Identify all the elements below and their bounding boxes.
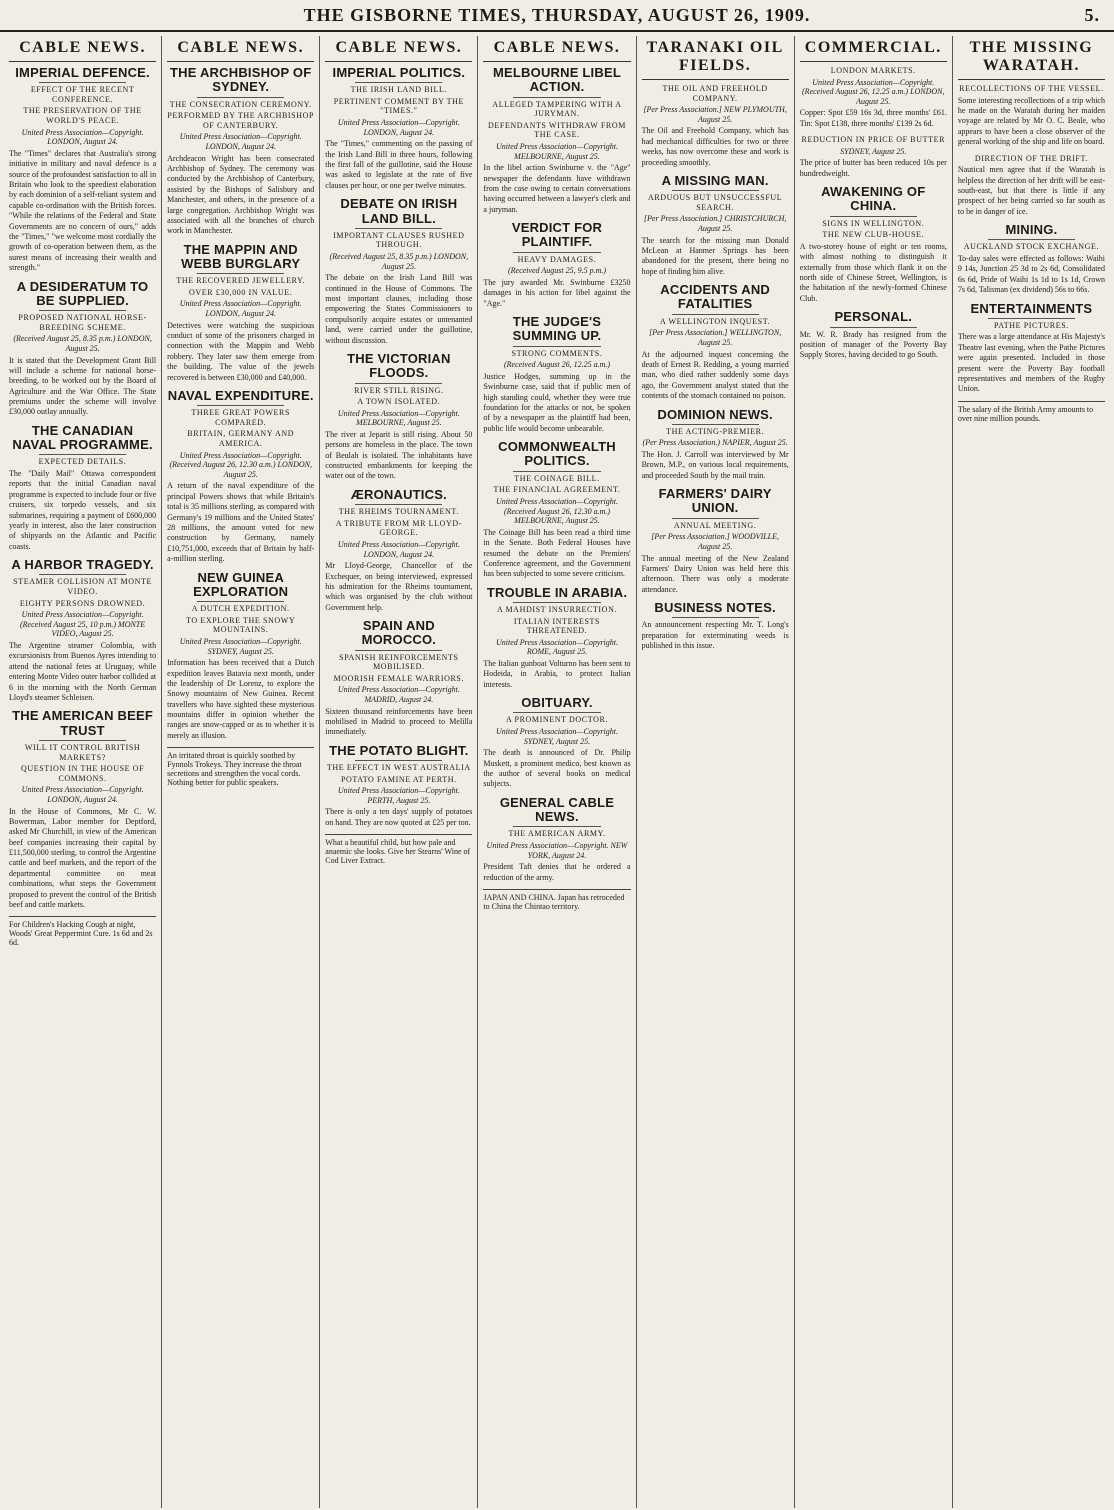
news-story — [167, 389, 314, 565]
headline-rule — [355, 228, 442, 229]
story-dateline: United Press Association—Copyright. (Received August 26, 12.25 a.m.) LONDON, August 25. — [802, 77, 945, 106]
story-headline: BUSINESS NOTES. — [654, 600, 776, 616]
story-body: Nautical men agree that if the Waratah is helpless the direction of her drift will be east-south-east, but that there is little if any prospect of her being carried so far south as to be in danger of ice. — [957, 165, 1105, 216]
news-column — [478, 36, 636, 1508]
column-header: CABLE NEWS. — [483, 36, 630, 62]
story-headline: THE POTATO BLIGHT. — [329, 742, 469, 758]
story-headline: GENERAL CABLE NEWS. — [499, 794, 615, 825]
story-subhead: THE ACTING-PREMIER. — [666, 426, 765, 436]
news-story — [958, 84, 1105, 148]
news-story — [167, 66, 314, 237]
headline-rule — [513, 97, 600, 98]
story-subhead: STEAMER COLLISION AT MONTE VIDEO. — [13, 577, 152, 597]
story-dateline: (Received August 25, 8.35 p.m.) LONDON, August 25. — [329, 252, 469, 271]
story-dateline: United Press Association—Copyright. LONDON, August 24. — [21, 127, 144, 147]
news-column — [953, 36, 1110, 1508]
story-subhead: QUESTION IN THE HOUSE OF COMMONS. — [21, 764, 145, 783]
news-story — [483, 796, 630, 883]
column-header: CABLE NEWS. — [167, 36, 314, 62]
news-story — [483, 221, 630, 309]
story-headline: TROUBLE IN ARABIA. — [486, 584, 628, 600]
news-story — [958, 154, 1105, 218]
story-subhead: BRITAIN, GERMANY AND AMERICA. — [187, 429, 295, 449]
story-subhead: MOORISH FEMALE WARRIORS. — [333, 673, 465, 683]
story-dateline: SYDNEY, August 25. — [840, 146, 907, 156]
news-story — [483, 66, 630, 215]
story-headline: IMPERIAL DEFENCE. — [15, 65, 150, 80]
news-story — [642, 487, 789, 595]
column-header: THE MISSING WARATAH. — [958, 36, 1105, 80]
story-body: The "Times," commenting on the passing of the Irish Land Bill in three hours, following the first fall of the guillotine, said the House was asked to legislate at the rate of five clauses per hour, or one per twelve minutes. — [325, 139, 473, 190]
page-number: 5. — [1084, 5, 1100, 25]
story-dateline: (Received August 26, 12.25 a.m.) — [503, 360, 611, 370]
story-headline: ACCIDENTS AND FATALITIES — [660, 282, 770, 312]
news-story — [325, 197, 472, 346]
story-dateline: United Press Association—Copyright. LONDON, August 24. — [337, 539, 460, 559]
story-body: The search for the missing man Donald McLean at Hanmer Springs has been abandoned for the present, there being no hope of finding him alive. — [641, 235, 789, 276]
headline-rule — [39, 574, 126, 575]
story-headline: THE AMERICAN BEEF TRUST — [12, 708, 153, 738]
story-subhead: PATHE PICTURES. — [993, 320, 1069, 330]
story-body: There was a large attendance at His Majesty's Theatre last evening, when the Pathe Pictures were again presented. Included in those present were the Poverty Bay football representatives and members of the Rugby Union. — [957, 332, 1105, 394]
headline-rule — [39, 740, 126, 741]
story-headline: NEW GUINEA EXPLORATION — [193, 569, 289, 599]
story-subhead: IMPORTANT CLAUSES RUSHED THROUGH. — [333, 230, 465, 250]
story-body: A two-storey house of eight or ten rooms, with almost nothing to distinguish it externally from those which flank it on the north side of Chinese Street, Wellington, is the habitation of the newly-formed Chinese Club. — [799, 241, 947, 303]
story-body: There is only a ten days' supply of potatoes on hand. They are now quoted at £25 per ton. — [325, 807, 473, 827]
headline-rule — [355, 650, 442, 651]
story-body: The jury awarded Mr. Swinburne £3250 damages in his action for libel against the "Age." — [483, 277, 631, 308]
story-headline: A MISSING MAN. — [661, 172, 769, 188]
news-story — [325, 744, 472, 828]
news-column — [4, 36, 162, 1508]
story-body: The Argentine steamer Colombia, with excursionists from Buenos Ayres intending to attend the national fetes at Uruguay, while entering Monte Video outer harbor collided at 6 in the morning with the North German Lloyd's steamer Schleisen. — [9, 641, 157, 702]
story-body: The "Daily Mail" Ottawa correspondent reports that the initial Canadian naval programme is expected to include four or five cruisers, six torpedo vessels, and six submarines, requiring a payment of £600,000 yearly in interest, also the later construction of shipyards on the Atlantic and Pacific coasts. — [9, 469, 157, 551]
story-subhead: PERTINENT COMMENT BY THE "TIMES." — [333, 96, 464, 116]
news-story — [325, 619, 472, 738]
story-body: President Taft denies that he ordered a reduction of the army. — [483, 862, 631, 882]
story-dateline: United Press Association—Copyright. (Received August 26, 12.30 a.m.) LONDON, August 25. — [169, 450, 312, 479]
story-headline: A HARBOR TRAGEDY. — [11, 557, 154, 573]
headline-rule — [672, 617, 759, 618]
column-footer-ad: What a beautiful child, but how pale and anaemic she looks. Give her Stearns' Wine of Cod Liver Extract. — [325, 834, 472, 865]
news-story — [325, 66, 472, 191]
story-body: Justice Hodges, summing up in the Swinburne case, said that if public men of high standing could, whether they were true foundation for the attacks or not, be spoken of by a newspaper as the plaintiff had been, public life would become unbearable. — [483, 371, 631, 433]
headline-rule — [39, 310, 126, 311]
news-story — [958, 302, 1105, 395]
headline-rule — [197, 601, 284, 602]
news-story — [9, 280, 156, 418]
headline-rule — [513, 712, 600, 713]
column-footer-ad: JAPAN AND CHINA. Japan has retroceded to China the Chintao territory. — [483, 889, 630, 911]
news-story — [800, 310, 947, 360]
story-body: To-day sales were effected as follows: Waihi 9 14s, Junction 25 3d to 2s 6d, Consolidated 6s 6d, Pride of Waihi 1s 1d to 1s 1d, Crown 7s 6d, Talisman (ex dividend) 56s to 66s. — [957, 253, 1105, 295]
headline-rule — [355, 82, 442, 83]
story-headline: AWAKENING OF CHINA. — [821, 184, 926, 214]
headline-rule — [197, 273, 284, 274]
story-body: The Oil and Freehold Company, which has had mechanical difficulties for two or three weeks, has now overcome these and work is proceeding smoothly. — [641, 126, 789, 167]
news-story — [483, 696, 630, 790]
story-body: Archdeacon Wright has been consecrated Archbishop of Sydney. The ceremony was conducted by the Archbishop of Canterbury, assisted by the Bishops of Salisbury and Manchester, and others, in the presence of a large congregation. Archbishop Wright was associated with all the branches of church work in Manchester. — [167, 153, 315, 236]
story-dateline: United Press Association—Copyright. MADRID, August 24. — [337, 685, 460, 705]
story-body: The annual meeting of the New Zealand Farmers' Dairy Union was held here this afternoon. There was only a moderate attendance. — [641, 553, 789, 594]
story-headline: MINING. — [1005, 222, 1058, 238]
news-column — [162, 36, 320, 1508]
story-headline: ENTERTAINMENTS — [970, 300, 1093, 316]
story-subhead: EFFECT OF THE RECENT CONFERENCE. — [30, 85, 135, 104]
story-headline: DOMINION NEWS. — [657, 406, 773, 422]
story-headline: VERDICT FOR PLAINTIFF. — [511, 220, 603, 250]
story-subhead: PROPOSED NATIONAL HORSE-BREEDING SCHEME. — [18, 313, 147, 332]
news-story — [483, 440, 630, 580]
headline-rule — [355, 383, 442, 384]
story-subhead: THE AMERICAN ARMY. — [508, 829, 606, 839]
story-subhead: RECOLLECTIONS OF THE VESSEL. — [959, 84, 1104, 93]
story-dateline: United Press Association—Copyright. LONDON, August 24. — [179, 132, 302, 151]
story-body: The river at Jeparit is still rising. About 50 persons are homeless in the place. The town of Beulah is isolated. The inhabitants have constructed embankments for keeping the water out of the town. — [325, 429, 473, 481]
columns — [0, 32, 1114, 1508]
story-body: Some interesting recollections of a trip which he made on the Waratah during her maiden voyage are related by Mr O. C. Beale, who appears to have been a close observer of the general working of the ship and life on board. — [957, 95, 1105, 147]
headline-rule — [513, 602, 600, 603]
story-body: The debate on the Irish Land Bill was continued in the House of Commons. The most important clauses, including those empowering the States Commissioners to compulsorily acquire estates or untenanted land, were carried under the guillotine, without discussion. — [325, 273, 473, 345]
story-headline: ÆRONAUTICS. — [350, 486, 447, 502]
story-dateline: [Per Press Association.] NEW PLYMOUTH, August 25. — [643, 105, 787, 124]
story-subhead: ARDUOUS BUT UNSUCCESSFUL SEARCH. — [647, 193, 783, 212]
story-headline: A DESIDERATUM TO BE SUPPLIED. — [16, 278, 149, 308]
story-subhead: WILL IT CONTROL BRITISH MARKETS? — [24, 742, 141, 762]
story-dateline: (Per Press Association.) NAPIER, August 25. — [642, 438, 788, 448]
column-header: CABLE NEWS. — [9, 36, 156, 62]
story-dateline: United Press Association—Copyright. MELBOURNE, August 25. — [337, 408, 460, 428]
story-dateline: United Press Association—Copyright. (Received August 25, 10 p.m.) MONTE VIDEO, August 25. — [19, 610, 146, 639]
news-story — [642, 84, 789, 168]
news-story — [800, 135, 947, 179]
news-story — [483, 315, 630, 434]
story-headline: THE MAPPIN AND WEBB BURGLARY — [181, 241, 301, 271]
masthead — [0, 0, 1114, 32]
story-subhead: A DUTCH EXPEDITION. — [191, 604, 290, 614]
story-subhead: OVER £30,000 IN VALUE. — [189, 287, 293, 297]
news-story — [642, 283, 789, 401]
story-headline: COMMONWEALTH POLITICS. — [498, 439, 616, 469]
story-subhead: PERFORMED BY THE ARCHBISHOP OF CANTERBURY. — [167, 111, 315, 130]
headline-rule — [39, 82, 126, 83]
news-story — [800, 66, 947, 129]
headline-rule — [830, 216, 917, 217]
headline-rule — [672, 314, 759, 315]
story-subhead: THE CONSECRATION CEREMONY. — [169, 99, 312, 109]
news-story — [167, 571, 314, 742]
story-subhead: EXPECTED DETAILS. — [38, 457, 127, 467]
headline-rule — [988, 239, 1075, 240]
story-dateline: United Press Association—Copyright. PERTH, August 25. — [337, 786, 460, 805]
story-body: A return of the naval expenditure of the principal Powers shows that while Britain's total is 35 millions sterling, as compared with Germany's 19 millions and the United States' 28 millions, the amount voted for new construction by Germany, namely £10,751,000, exceeds that of Britain by half-a-million sterling. — [167, 481, 315, 564]
story-body: The "Times" declares that Australia's strong initiative in military and naval defence is a source of the profoundest satisfaction to all in Britain who look to the speediest elaboration by each dominion of a self-reliant system and capable co-ordination with the British forces. "While the relations of the Federal and State Governments are no concern of ours," adds the "Times," "we welcome most cordially the growth of co-operation between them, as the surest means of increasing their wealth and strength." — [9, 148, 157, 273]
story-subhead: A PROMINENT DOCTOR. — [505, 715, 608, 725]
story-subhead: THE EFFECT IN WEST AUSTRALIA — [326, 763, 471, 773]
story-subhead: THE OIL AND FREEHOLD COMPANY. — [662, 84, 768, 103]
story-subhead: SPANISH REINFORCEMENTS MOBILISED. — [339, 652, 459, 672]
headline-rule — [197, 405, 284, 406]
headline-rule — [197, 97, 284, 98]
story-subhead: A TRIBUTE FROM MR LLOYD-GEORGE. — [335, 518, 462, 538]
story-body: The Italian gunboat Volturno has been sent to Hodeida, in Arabia, to protect Italian interests. — [483, 658, 631, 689]
column-footer-ad: For Children's Hacking Cough at night, Woods' Great Peppermint Cure. 1s 6d and 2s 6d. — [9, 916, 156, 947]
story-subhead: THE RHEIMS TOURNAMENT. — [338, 507, 459, 517]
story-headline: THE VICTORIAN FLOODS. — [347, 350, 451, 381]
story-body: In the libel action Swinburne v. the "Age" newspaper the defendants have withdrawn from the case owing to certain conversations having occurred between a lawyer's clerk and a juryman. — [483, 163, 631, 214]
story-headline: THE CANADIAN NAVAL PROGRAMME. — [12, 422, 153, 453]
news-story — [325, 352, 472, 482]
story-dateline: [Per Press Association.] CHRISTCHURCH, August 25. — [643, 214, 787, 234]
story-body: Detectives were watching the suspicious conduct of some of the prisoners charged in connection with the Mappin and Webb robbery. They later saw them emerge from the building. The value of the jewels recovered is between £30,000 and £40,000. — [167, 320, 315, 382]
news-story — [9, 424, 156, 552]
story-body: Mr Lloyd-George, Chancellor of the Exchequer, on being interviewed, expressed his admiration for the Rheims tournament, which was organised by the club without Government help. — [325, 561, 473, 612]
masthead-title: THE GISBORNE TIMES, THURSDAY, AUGUST 26, 1909. — [303, 5, 811, 25]
story-body: It is stated that the Development Grant Bill will include a scheme for national horse-breeding, to be worked out by the Board of Agriculture and the War Office. The State premiums under the scheme will involve £30,000 outlay annually. — [9, 355, 157, 417]
story-headline: PERSONAL. — [834, 309, 913, 325]
story-subhead: AUCKLAND STOCK EXCHANGE. — [963, 242, 1100, 252]
story-body: Information has been received that a Dutch expedition leaves Batavia next month, under the leadership of Dr Lorenz, to explore the Snowy mountains of New Guinea. Recent travellers who have sighted these mysterious mountains differ in opinion whether the ranges are snow-capped or as to whether it is merely an illusion. — [167, 658, 315, 740]
headline-rule — [513, 471, 600, 472]
story-subhead: THE RECOVERED JEWELLERY. — [176, 276, 306, 286]
story-subhead: EIGHTY PERSONS DROWNED. — [19, 598, 146, 608]
story-subhead: REDUCTION IN PRICE OF BUTTER — [801, 135, 945, 145]
story-subhead: POTATO FAMINE AT PERTH. — [340, 774, 457, 784]
story-subhead: A WELLINGTON INQUEST. — [660, 316, 771, 326]
story-dateline: United Press Association—Copyright. NEW YORK, August 24. — [486, 840, 628, 860]
story-dateline: United Press Association—Copyright. SYDNEY, August 25. — [495, 727, 618, 746]
story-subhead: LONDON MARKETS. — [830, 66, 916, 75]
story-body: An announcement respecting Mr. T. Long's preparation for exterminating weeds is published in this issue. — [641, 620, 789, 651]
story-dateline: United Press Association—Copyright. LONDON, August 24. — [179, 299, 302, 319]
story-dateline: United Press Association—Copyright. SYDNEY, August 25. — [179, 636, 302, 656]
story-subhead: A TOWN ISOLATED. — [357, 397, 441, 407]
headline-rule — [672, 190, 759, 191]
news-story — [642, 601, 789, 651]
news-story — [9, 66, 156, 274]
story-subhead: THE PRESERVATION OF THE WORLD'S PEACE. — [23, 106, 142, 126]
story-subhead: ITALIAN INTERESTS THREATENED. — [513, 616, 601, 636]
headline-rule — [513, 346, 600, 347]
column-header: CABLE NEWS. — [325, 36, 472, 62]
story-headline: THE JUDGE'S SUMMING UP. — [512, 314, 602, 344]
story-body: Copper: Spot £59 16s 3d, three months' £61. Tin: Spot £138, three months' £139 2s 6d. — [799, 108, 947, 128]
news-story — [800, 185, 947, 304]
news-column — [637, 36, 795, 1508]
headline-rule — [988, 318, 1075, 319]
story-headline: FARMERS' DAIRY UNION. — [658, 486, 772, 516]
story-headline: MELBOURNE LIBEL ACTION. — [493, 65, 621, 95]
story-subhead: DEFENDANTS WITHDRAW FROM THE CASE. — [488, 120, 626, 140]
news-story — [642, 408, 789, 482]
story-body: At the adjourned inquest concerning the death of Ernest R. Redding, a young married man, who died rather suddenly some days ago, the Government analyst stated that the contents of the stomach contained no poison. — [641, 349, 789, 401]
story-headline: IMPERIAL POLITICS. — [332, 65, 466, 80]
story-body: The Hon. J. Carroll was interviewed by Mr Brown, M.P., on various local requirements, and proceeded South by the mail train. — [641, 449, 789, 480]
news-story — [167, 243, 314, 383]
story-subhead: THREE GREAT POWERS COMPARED. — [191, 408, 291, 427]
story-body: Mr. W. R. Brady has resigned from the position of manager of the Poverty Bay Supply Stores, having decided to go South. — [799, 329, 947, 360]
column-footer-ad: An irritated throat is quickly soothed by Fynnols Trokeys. They increase the throat secretions and strengthen the vocal cords. Nothing better for public speakers. — [167, 747, 314, 787]
story-subhead: THE COINAGE BILL. — [514, 473, 600, 483]
news-column — [795, 36, 953, 1508]
story-subhead: THE FINANCIAL AGREEMENT. — [493, 485, 621, 495]
headline-rule — [513, 252, 600, 253]
story-subhead: THE IRISH LAND BILL. — [350, 85, 448, 95]
story-body: Sixteen thousand reinforcements have been mobilised in Madrid to proceed to Melilla immediately. — [325, 706, 473, 737]
column-header: TARANAKI OIL FIELDS. — [642, 36, 789, 80]
story-subhead: TO EXPLORE THE SNOWY MOUNTAINS. — [186, 615, 296, 635]
story-dateline: United Press Association—Copyright. MELBOURNE, August 25. — [495, 141, 618, 161]
headline-rule — [513, 826, 600, 827]
news-column — [320, 36, 478, 1508]
story-subhead: THE NEW CLUB-HOUSE. — [822, 230, 925, 240]
story-dateline: (Received August 25, 8.35 p.m.) LONDON, August 25. — [13, 334, 152, 353]
story-subhead: STRONG COMMENTS. — [511, 348, 603, 358]
headline-rule — [39, 454, 126, 455]
story-headline: OBITUARY. — [521, 695, 593, 711]
story-headline: NAVAL EXPENDITURE. — [167, 388, 314, 403]
news-story — [9, 709, 156, 910]
story-subhead: RIVER STILL RISING. — [354, 385, 444, 395]
story-dateline: [Per Press Association.] WOODVILLE, August 25. — [651, 532, 780, 551]
column-header: COMMERCIAL. — [800, 36, 947, 62]
story-dateline: [Per Press Association.] WELLINGTON, August 25. — [649, 328, 782, 347]
story-subhead: A MAHDIST INSURRECTION. — [496, 605, 618, 614]
story-body: The death is announced of Dr. Philip Muskett, a prominent medico, best known as the author of several books on medical subjects. — [483, 748, 631, 789]
column-footer-ad: The salary of the British Army amounts to over nine million pounds. — [958, 401, 1105, 423]
story-subhead: SIGNS IN WELLINGTON. — [822, 218, 925, 228]
story-subhead: ALLEGED TAMPERING WITH A JURYMAN. — [492, 99, 622, 119]
story-body: The price of butter has been reduced 10s per hundredweight. — [799, 158, 947, 178]
story-headline: SPAIN AND MOROCCO. — [361, 618, 437, 648]
news-story — [9, 558, 156, 703]
news-story — [483, 586, 630, 690]
story-subhead: DIRECTION OF THE DRIFT. — [974, 153, 1088, 163]
story-dateline: (Received August 25, 9.5 p.m.) — [507, 266, 607, 276]
headline-rule — [355, 504, 442, 505]
headline-rule — [830, 327, 917, 328]
story-dateline: United Press Association—Copyright. LONDON, August 24. — [337, 118, 460, 137]
story-body: The Coinage Bill has been read a third time in the Senate. Both Federal Houses have resumed the debate on the Premiers' Conference agreement, and the Government has been subjected to some severe criticism. — [483, 527, 631, 579]
headline-rule — [672, 424, 759, 425]
story-dateline: United Press Association—Copyright. ROME, August 25. — [495, 637, 618, 657]
story-dateline: United Press Association—Copyright. LONDON, August 24. — [21, 785, 144, 804]
story-subhead: ANNUAL MEETING. — [673, 520, 757, 530]
headline-rule — [355, 760, 442, 761]
story-subhead: HEAVY DAMAGES. — [517, 254, 597, 264]
story-body: In the House of Commons, Mr C. W. Bowerman, Labor member for Deptford, asked Mr Churchill, in view of the American beef companies increasing their capital by £11,500,000 sterling, to control the Argentine cattle and beef markets, and the report of the departmental committee on meat combinations, what steps the Government proposed to prevent the control of the British beef and cattle markets. — [9, 806, 157, 910]
news-story — [642, 174, 789, 277]
story-dateline: United Press Association—Copyright. (Received August 26, 12.30 a.m.) MELBOURNE, August 25. — [495, 496, 618, 526]
story-headline: DEBATE ON IRISH LAND BILL. — [340, 196, 458, 226]
news-story — [325, 488, 472, 613]
headline-rule — [672, 518, 759, 519]
news-story — [958, 223, 1105, 295]
story-headline: THE ARCHBISHOP OF SYDNEY. — [170, 65, 312, 95]
